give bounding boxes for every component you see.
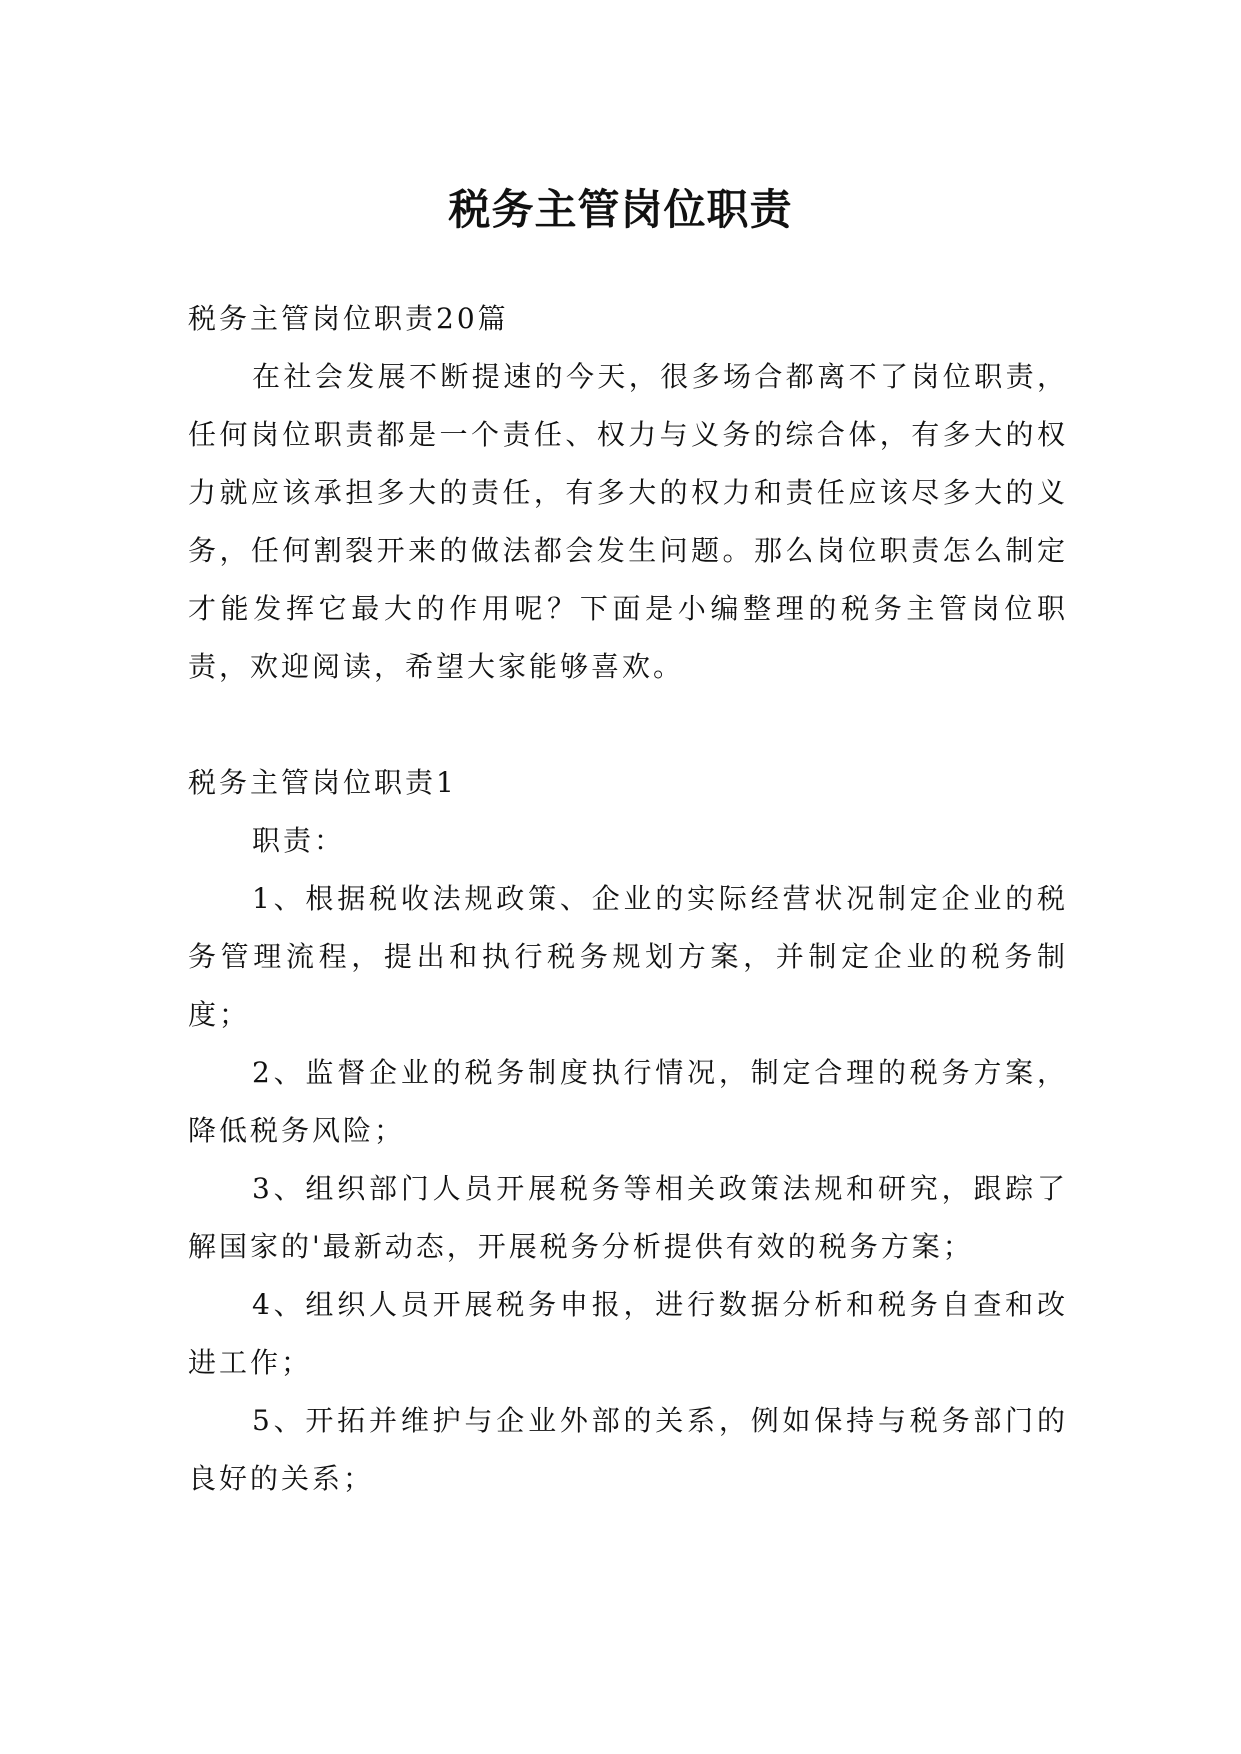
section-heading: 税务主管岗位职责1 <box>188 766 457 799</box>
intro-paragraph: 在社会发展不断提速的今天，很多场合都离不了岗位职责，任何岗位职责都是一个责任、权力与义务的综合体，有多大的权力就应该承担多大的责任，有多大的权力和责任应该尽多大的义务，任何割裂开来的做法都会发生问题。那么岗位职责怎么制定才能发挥它最大的作用呢？下面是小编整理的税务主管岗位职责，欢迎阅读，希望大家能够喜欢。 <box>188 360 1068 683</box>
section-spacer <box>188 696 1068 754</box>
duty-item: 5、开拓并维护与企业外部的关系，例如保持与税务部门的良好的关系； <box>188 1404 1068 1495</box>
duty-item: 4、组织人员开展税务申报，进行数据分析和税务自查和改进工作； <box>188 1288 1068 1379</box>
duty-item: 1、根据税收法规政策、企业的实际经营状况制定企业的税务管理流程，提出和执行税务规划方案，并制定企业的税务制度； <box>188 882 1068 1031</box>
duties-label: 职责： <box>252 824 346 857</box>
duty-item: 3、组织部门人员开展税务等相关政策法规和研究，跟踪了解国家的'最新动态，开展税务分析提供有效的税务方案； <box>188 1172 1068 1263</box>
document-body <box>188 290 1068 1508</box>
document-subtitle: 税务主管岗位职责20篇 <box>188 302 509 335</box>
document-title: 税务主管岗位职责 <box>448 185 793 235</box>
duty-item: 2、监督企业的税务制度执行情况，制定合理的税务方案，降低税务风险； <box>188 1056 1068 1147</box>
